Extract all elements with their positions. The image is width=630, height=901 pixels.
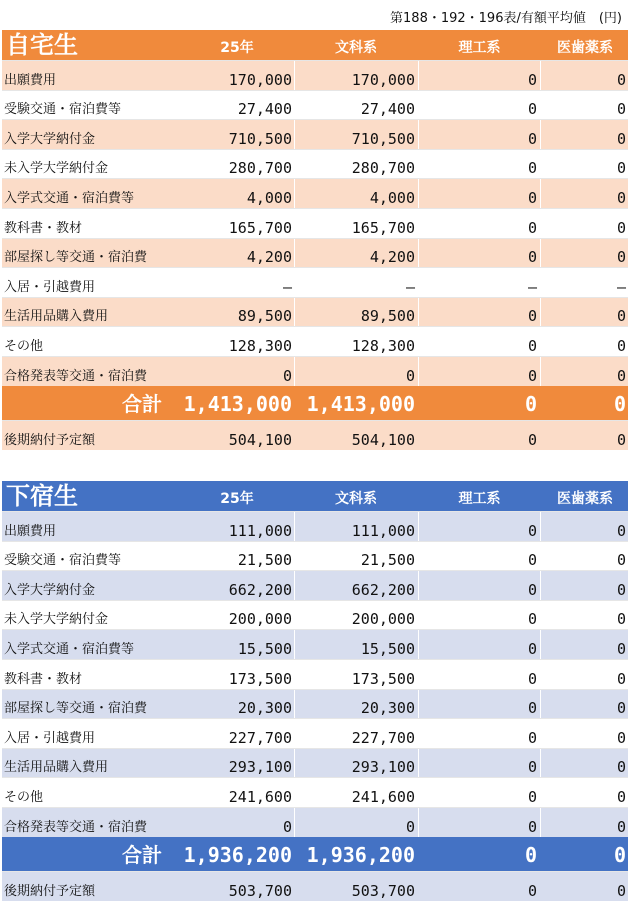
column-divider — [418, 268, 419, 297]
row-label: 部屋探し等交通・宿泊費 — [4, 250, 148, 266]
cell-value: 0 — [616, 218, 626, 237]
column-divider — [540, 150, 541, 179]
row-label: 出願費用 — [4, 523, 57, 539]
table-row — [2, 807, 628, 837]
cell-value: 710,500 — [351, 129, 415, 148]
cell-value: 0 — [527, 728, 537, 747]
cell-value: 0 — [527, 639, 537, 658]
column-divider — [418, 327, 419, 356]
cell-value: 504,100 — [228, 430, 292, 449]
cell-value: 20,300 — [360, 699, 415, 718]
column-header: 理工系 — [458, 40, 501, 56]
column-divider — [418, 749, 419, 778]
total-value: 1,413,000 — [183, 391, 292, 416]
column-header: 医歯薬系 — [557, 40, 613, 56]
cell-value: 170,000 — [351, 70, 415, 89]
column-divider — [540, 120, 541, 149]
table-row — [2, 267, 628, 297]
column-divider — [540, 719, 541, 748]
cell-value: 21,500 — [360, 551, 415, 570]
cell-value: 0 — [527, 129, 537, 148]
row-label: 入学大学納付金 — [4, 582, 96, 598]
column-divider — [540, 660, 541, 689]
table-row — [2, 60, 628, 90]
boarding-deferred-row — [2, 871, 628, 901]
column-divider — [418, 91, 419, 120]
cell-value: 0 — [616, 881, 626, 900]
cell-value: 0 — [616, 699, 626, 718]
row-label: その他 — [4, 789, 44, 805]
row-label: 入学大学納付金 — [4, 131, 96, 147]
column-divider — [294, 778, 295, 807]
row-label: その他 — [4, 338, 44, 354]
cell-value: 170,000 — [228, 70, 292, 89]
cell-value: 0 — [616, 610, 626, 629]
table-caption: 第188・192・196表/有額平均値 (円) — [390, 11, 622, 26]
table-row — [2, 600, 628, 630]
table-row — [2, 689, 628, 719]
row-label: 生活用品購入費用 — [4, 309, 109, 325]
cell-value: 21,500 — [237, 551, 292, 570]
column-divider — [294, 542, 295, 571]
cell-value: 27,400 — [360, 100, 415, 119]
total-value: 1,936,200 — [306, 842, 415, 867]
column-divider — [294, 150, 295, 179]
cell-value: 89,500 — [360, 307, 415, 326]
cell-value: 0 — [616, 336, 626, 355]
row-label: 出願費用 — [4, 72, 57, 88]
column-header: 25年 — [220, 491, 254, 507]
column-divider — [418, 150, 419, 179]
column-divider — [294, 660, 295, 689]
column-divider — [540, 91, 541, 120]
home-total-row — [2, 386, 628, 420]
column-header: 文科系 — [335, 491, 377, 507]
table-row — [2, 777, 628, 807]
column-divider — [540, 268, 541, 297]
column-divider — [294, 601, 295, 630]
cell-value: 20,300 — [237, 699, 292, 718]
column-divider — [418, 601, 419, 630]
cell-value: 0 — [282, 366, 292, 385]
cell-value: 0 — [616, 787, 626, 806]
cell-value: 0 — [405, 817, 415, 836]
row-label: 未入学大学納付金 — [4, 612, 109, 628]
row-label: 合格発表等交通・宿泊費 — [4, 819, 148, 835]
column-divider — [418, 808, 419, 837]
cell-value: 0 — [405, 366, 415, 385]
cell-value: 0 — [527, 817, 537, 836]
cell-value: 0 — [616, 728, 626, 747]
cell-value: 0 — [616, 817, 626, 836]
column-divider — [418, 542, 419, 571]
column-divider — [294, 120, 295, 149]
cell-value: 503,700 — [228, 881, 292, 900]
table-row — [2, 208, 628, 238]
cell-value: 0 — [527, 159, 537, 178]
column-divider — [540, 601, 541, 630]
cell-value: 27,400 — [237, 100, 292, 119]
cell-value: 0 — [527, 521, 537, 540]
table-row — [2, 90, 628, 120]
home-students-table — [2, 30, 628, 450]
cell-value: 0 — [616, 248, 626, 267]
boarding-header — [2, 481, 628, 511]
total-value: 1,413,000 — [306, 391, 415, 416]
cell-value: 0 — [527, 188, 537, 207]
column-divider — [540, 179, 541, 208]
cell-value: — — [282, 277, 292, 296]
cell-value: 0 — [616, 100, 626, 119]
column-divider — [294, 327, 295, 356]
total-value: 1,936,200 — [183, 842, 292, 867]
total-value: 0 — [524, 391, 537, 416]
table-row — [2, 511, 628, 541]
cell-value: 0 — [527, 70, 537, 89]
column-divider — [540, 749, 541, 778]
cell-value: 0 — [527, 248, 537, 267]
cell-value: 128,300 — [351, 336, 415, 355]
row-label: 入居・引越費用 — [4, 279, 96, 295]
column-divider — [294, 268, 295, 297]
cell-value: 173,500 — [351, 669, 415, 688]
cell-value: 241,600 — [351, 787, 415, 806]
column-divider — [294, 690, 295, 719]
cell-value: 0 — [616, 758, 626, 777]
column-divider — [540, 778, 541, 807]
cell-value: 0 — [616, 366, 626, 385]
cell-value: 227,700 — [228, 728, 292, 747]
cell-value: 0 — [616, 307, 626, 326]
home-title: 自宅生 — [6, 31, 78, 59]
boarding-title: 下宿生 — [6, 482, 78, 510]
total-value: 0 — [613, 391, 626, 416]
table-row — [2, 297, 628, 327]
cell-value: 0 — [527, 551, 537, 570]
cell-value: 15,500 — [360, 639, 415, 658]
cell-value: 0 — [527, 610, 537, 629]
column-divider — [540, 808, 541, 837]
column-header: 理工系 — [458, 491, 501, 507]
column-divider — [418, 239, 419, 268]
row-label: 教科書・教材 — [4, 220, 83, 236]
row-label: 後期納付予定額 — [4, 883, 96, 899]
row-label: 入学式交通・宿泊費等 — [4, 190, 135, 206]
cell-value: 503,700 — [351, 881, 415, 900]
column-divider — [540, 61, 541, 90]
cell-value: — — [527, 277, 537, 296]
table-row — [2, 326, 628, 356]
cell-value: 710,500 — [228, 129, 292, 148]
column-divider — [294, 512, 295, 541]
row-label: 入居・引越費用 — [4, 730, 96, 746]
cell-value: 0 — [616, 551, 626, 570]
cell-value: 0 — [527, 881, 537, 900]
cell-value: 0 — [616, 70, 626, 89]
table-row — [2, 238, 628, 268]
cell-value: 662,200 — [351, 580, 415, 599]
cell-value: — — [616, 277, 626, 296]
cell-value: 0 — [527, 336, 537, 355]
cell-value: 165,700 — [351, 218, 415, 237]
cell-value: 0 — [616, 521, 626, 540]
row-label: 教科書・教材 — [4, 671, 83, 687]
cell-value: 165,700 — [228, 218, 292, 237]
column-divider — [418, 719, 419, 748]
column-divider — [418, 660, 419, 689]
column-divider — [294, 357, 295, 386]
cell-value: 280,700 — [351, 159, 415, 178]
column-divider — [418, 571, 419, 600]
cell-value: 4,200 — [369, 248, 415, 267]
cell-value: 0 — [616, 669, 626, 688]
column-divider — [418, 357, 419, 386]
column-divider — [294, 239, 295, 268]
column-divider — [418, 630, 419, 659]
column-divider — [418, 179, 419, 208]
cell-value: 0 — [616, 430, 626, 449]
cell-value: 0 — [527, 669, 537, 688]
cell-value: 128,300 — [228, 336, 292, 355]
cell-value: 4,000 — [369, 188, 415, 207]
column-divider — [418, 690, 419, 719]
home-header — [2, 30, 628, 60]
cell-value: 0 — [616, 188, 626, 207]
cell-value: 0 — [527, 366, 537, 385]
table-row — [2, 356, 628, 386]
column-divider — [294, 209, 295, 238]
row-label: 合格発表等交通・宿泊費 — [4, 368, 148, 384]
table-row — [2, 718, 628, 748]
cell-value: 293,100 — [228, 758, 292, 777]
cell-value: 280,700 — [228, 159, 292, 178]
row-label: 入学式交通・宿泊費等 — [4, 641, 135, 657]
table-row — [2, 119, 628, 149]
column-divider — [540, 690, 541, 719]
column-divider — [294, 630, 295, 659]
column-divider — [540, 239, 541, 268]
column-header: 医歯薬系 — [557, 491, 613, 507]
row-label: 受験交通・宿泊費等 — [4, 553, 122, 569]
column-divider — [418, 120, 419, 149]
table-row — [2, 629, 628, 659]
cell-value: 0 — [527, 699, 537, 718]
cell-value: 0 — [527, 100, 537, 119]
cell-value: 0 — [527, 787, 537, 806]
cell-value: 89,500 — [237, 307, 292, 326]
column-divider — [418, 298, 419, 327]
column-divider — [418, 778, 419, 807]
column-divider — [294, 61, 295, 90]
total-label: 合計 — [122, 391, 162, 416]
cell-value: 0 — [527, 758, 537, 777]
total-label: 合計 — [122, 842, 162, 867]
cell-value: 0 — [282, 817, 292, 836]
boarding-total-row — [2, 837, 628, 871]
cell-value: 111,000 — [351, 521, 415, 540]
cell-value: 0 — [616, 129, 626, 148]
column-divider — [418, 209, 419, 238]
column-divider — [294, 179, 295, 208]
row-label: 後期納付予定額 — [4, 432, 96, 448]
cell-value: 0 — [616, 639, 626, 658]
cell-value: 662,200 — [228, 580, 292, 599]
row-label: 生活用品購入費用 — [4, 760, 109, 776]
column-divider — [540, 542, 541, 571]
column-header: 25年 — [220, 40, 254, 56]
row-label: 未入学大学納付金 — [4, 161, 109, 177]
column-divider — [294, 719, 295, 748]
cell-value: — — [405, 277, 415, 296]
cell-value: 227,700 — [351, 728, 415, 747]
column-divider — [294, 749, 295, 778]
table-row — [2, 178, 628, 208]
cell-value: 504,100 — [351, 430, 415, 449]
column-header: 文科系 — [335, 40, 377, 56]
cell-value: 0 — [527, 430, 537, 449]
column-divider — [540, 357, 541, 386]
cell-value: 0 — [616, 580, 626, 599]
row-label: 部屋探し等交通・宿泊費 — [4, 701, 148, 717]
column-divider — [540, 209, 541, 238]
boarding-students-table — [2, 481, 628, 901]
column-divider — [294, 571, 295, 600]
cell-value: 0 — [527, 307, 537, 326]
cell-value: 293,100 — [351, 758, 415, 777]
column-divider — [540, 571, 541, 600]
cell-value: 0 — [527, 218, 537, 237]
table-row — [2, 149, 628, 179]
column-divider — [540, 630, 541, 659]
column-divider — [540, 512, 541, 541]
column-divider — [294, 91, 295, 120]
cell-value: 241,600 — [228, 787, 292, 806]
table-row — [2, 748, 628, 778]
column-divider — [540, 298, 541, 327]
table-row — [2, 541, 628, 571]
cell-value: 15,500 — [237, 639, 292, 658]
cell-value: 200,000 — [351, 610, 415, 629]
cell-value: 0 — [616, 159, 626, 178]
total-value: 0 — [613, 842, 626, 867]
cell-value: 173,500 — [228, 669, 292, 688]
column-divider — [540, 327, 541, 356]
table-row — [2, 659, 628, 689]
row-label: 受験交通・宿泊費等 — [4, 102, 122, 118]
column-divider — [294, 298, 295, 327]
cell-value: 111,000 — [228, 521, 292, 540]
home-deferred-row — [2, 420, 628, 450]
cell-value: 0 — [527, 580, 537, 599]
column-divider — [418, 512, 419, 541]
cell-value: 4,000 — [246, 188, 292, 207]
cell-value: 200,000 — [228, 610, 292, 629]
cell-value: 4,200 — [246, 248, 292, 267]
column-divider — [294, 808, 295, 837]
total-value: 0 — [524, 842, 537, 867]
column-divider — [418, 61, 419, 90]
table-row — [2, 570, 628, 600]
